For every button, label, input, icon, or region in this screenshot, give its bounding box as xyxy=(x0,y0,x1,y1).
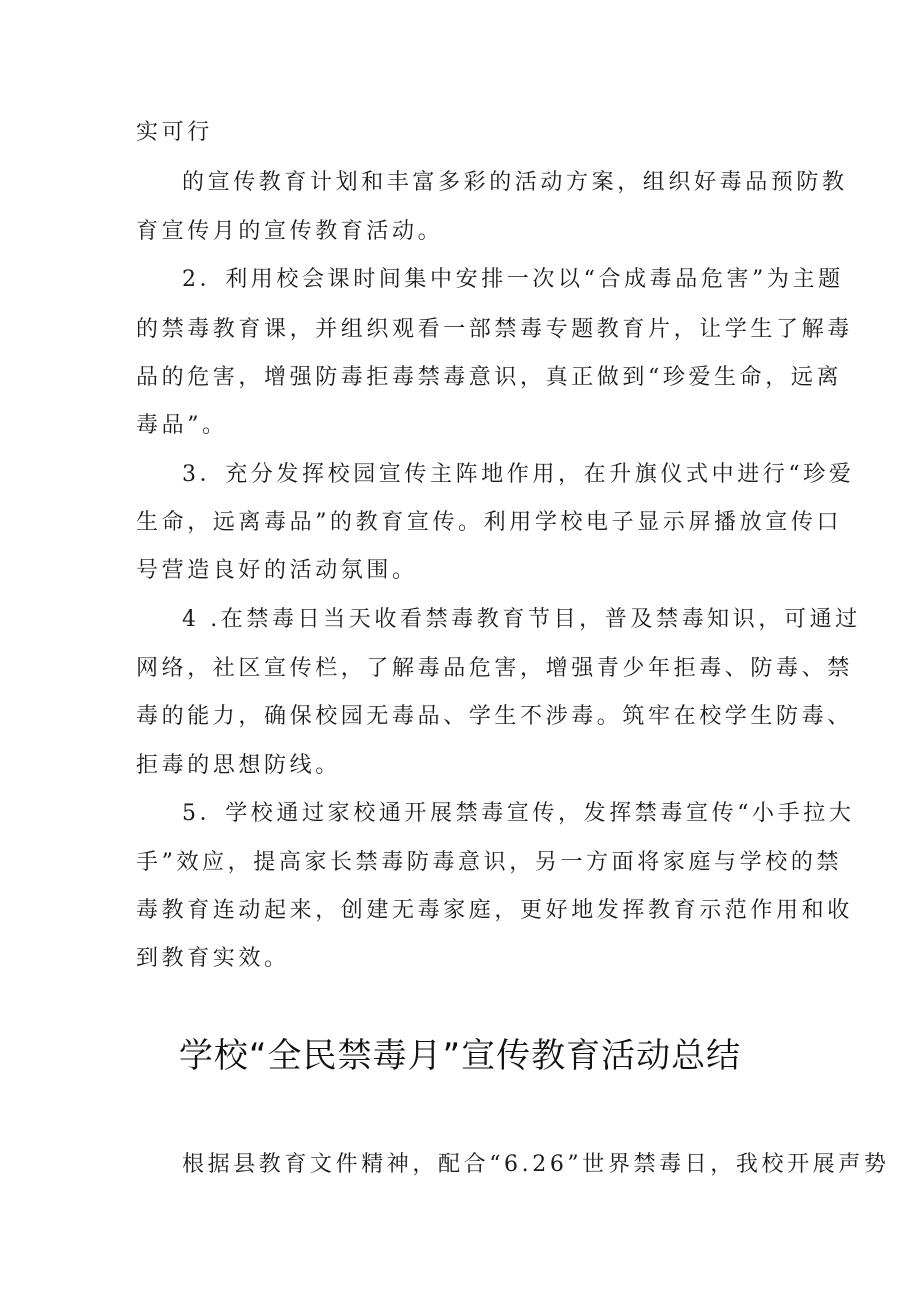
intro-line: 根据县教育文件精神，配合“6.26”世界禁毒日，我校开展声势 xyxy=(182,1152,890,1177)
text-line: 号营造良好的活动氛围。 xyxy=(136,558,418,583)
text-line: 4 .在禁毒日当天收看禁毒教育节目，普及禁毒知识，可通过 xyxy=(182,607,861,632)
text-line: 网络，社区宣传栏，了解毒品危害，增强青少年拒毒、防毒、禁 xyxy=(136,656,853,681)
text-line: 品的危害，增强防毒拒毒禁毒意识，真正做到“珍爱生命，远离 xyxy=(136,365,843,390)
text-line: 5．学校通过家校通开展禁毒宣传，发挥禁毒宣传“小手拉大 xyxy=(182,801,855,826)
text-line: 毒品”。 xyxy=(136,413,228,438)
text-line: 3．充分发挥校园宣传主阵地作用，在升旗仪式中进行“珍爱 xyxy=(182,462,855,487)
text-line: 的宣传教育计划和丰富多彩的活动方案，组织好毒品预防教 xyxy=(182,170,848,195)
text-line: 手”效应，提高家长禁毒防毒意识，另一方面将家庭与学校的禁 xyxy=(136,850,843,875)
text-line: 毒的能力，确保校园无毒品、学生不涉毒。筑牢在校学生防毒、 xyxy=(136,704,853,729)
text-line: 实可行 xyxy=(136,120,213,145)
text-line: 生命，远离毒品”的教育宣传。利用学校电子显示屏播放宣传口 xyxy=(136,510,843,535)
text-line: 2．利用校会课时间集中安排一次以“合成毒品危害”为主题 xyxy=(182,267,844,292)
text-line: 到教育实效。 xyxy=(136,946,290,971)
text-line: 毒教育连动起来，创建无毒家庭，更好地发挥教育示范作用和收 xyxy=(136,898,853,923)
text-line: 的禁毒教育课，并组织观看一部禁毒专题教育片，让学生了解毒 xyxy=(136,317,853,342)
section-title: 学校“全民禁毒月”宣传教育活动总结 xyxy=(178,1036,742,1076)
text-line: 拒毒的思想防线。 xyxy=(136,753,341,778)
text-line: 育宣传月的宣传教育活动。 xyxy=(136,219,444,244)
